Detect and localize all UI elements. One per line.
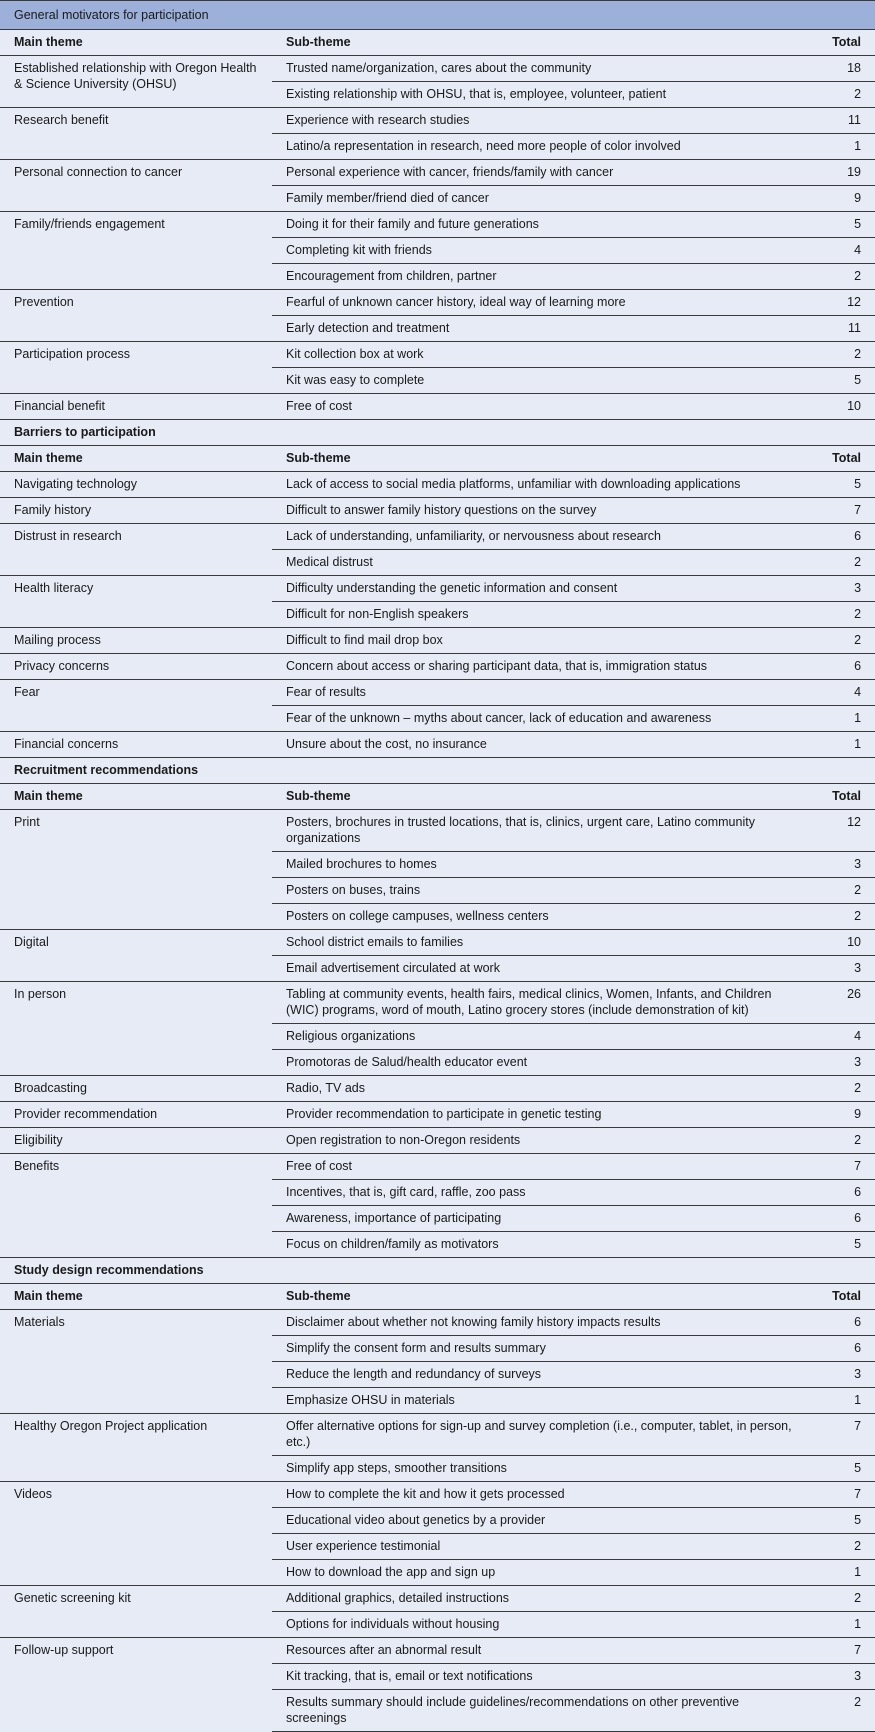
main-theme-cell: Navigating technology — [14, 477, 137, 491]
total-cell: 1 — [810, 1560, 875, 1586]
section-heading-row — [0, 1258, 875, 1284]
table-row — [0, 56, 875, 82]
main-theme-cell: Genetic screening kit — [0, 1586, 272, 1638]
main-theme-cell: Health literacy — [0, 576, 272, 628]
table-row — [0, 394, 875, 420]
total-cell: 11 — [810, 316, 875, 342]
main-theme-header: Main theme — [0, 784, 272, 810]
total-cell: 1 — [810, 1612, 875, 1638]
sub-theme-cell: Unsure about the cost, no insurance — [272, 732, 810, 758]
sub-theme-cell: How to complete the kit and how it gets processed — [272, 1482, 810, 1508]
main-theme-cell: Materials — [14, 1315, 65, 1329]
table-row — [0, 1128, 875, 1154]
total-cell: 2 — [810, 1534, 875, 1560]
table-row — [0, 524, 875, 550]
sub-theme-cell: Reduce the length and redundancy of surveys — [272, 1362, 810, 1388]
main-theme-cell: Financial benefit — [0, 394, 272, 420]
sub-theme-cell: Provider recommendation to participate in genetic testing — [272, 1102, 810, 1128]
total-cell: 7 — [810, 1154, 875, 1180]
total-cell: 4 — [810, 1024, 875, 1050]
main-theme-cell: Financial concerns — [0, 732, 272, 758]
sub-theme-cell: Lack of access to social media platforms, unfamiliar with downloading applications — [286, 477, 741, 491]
sub-theme-cell: Fear of the unknown – myths about cancer, lack of education and awareness — [272, 706, 810, 732]
sub-theme-cell: Difficult for non-English speakers — [272, 602, 810, 628]
section-heading: Recruitment recommendations — [0, 758, 875, 784]
total-cell: 6 — [810, 654, 875, 680]
sub-theme-cell: Incentives, that is, gift card, raffle, zoo pass — [272, 1180, 810, 1206]
main-theme-cell: Established relationship with Oregon Health & Science University (OHSU) — [14, 61, 257, 91]
table-row — [0, 472, 875, 498]
sub-theme-cell: Kit collection box at work — [272, 342, 810, 368]
main-theme-cell: Healthy Oregon Project application — [0, 1414, 272, 1482]
total-cell: 5 — [810, 368, 875, 394]
total-cell: 3 — [810, 1362, 875, 1388]
sub-theme-cell: Simplify the consent form and results summary — [272, 1336, 810, 1362]
table-row — [0, 212, 875, 238]
sub-theme-cell: Lack of understanding, unfamiliarity, or nervousness about research — [272, 524, 810, 550]
table-row — [0, 1638, 875, 1664]
main-theme-cell: Fear — [0, 680, 272, 732]
table-row — [0, 1102, 875, 1128]
total-cell: 6 — [810, 1180, 875, 1206]
total-cell: 5 — [810, 212, 875, 238]
table-row — [0, 1482, 875, 1508]
total-cell: 2 — [810, 264, 875, 290]
sub-theme-cell: Tabling at community events, health fairs, medical clinics, Women, Infants, and Children (WIC) programs, word of mouth, Latino grocery stores (include demonstration of kit) — [272, 982, 810, 1024]
total-cell: 2 — [810, 628, 875, 654]
total-cell: 26 — [810, 982, 875, 1024]
table-row — [0, 654, 875, 680]
main-theme-cell: Provider recommendation — [0, 1102, 272, 1128]
total-cell: 6 — [810, 1336, 875, 1362]
main-theme-cell: Digital — [0, 930, 272, 982]
column-header-row — [0, 784, 875, 810]
total-header: Total — [810, 784, 875, 810]
table-row — [0, 982, 875, 1024]
total-cell: 19 — [810, 160, 875, 186]
table-row — [0, 810, 875, 852]
total-cell: 3 — [810, 1050, 875, 1076]
sub-theme-cell: Open registration to non-Oregon residents — [272, 1128, 810, 1154]
main-theme-header: Main theme — [0, 30, 272, 56]
section-heading-row — [0, 420, 875, 446]
table-row — [0, 1586, 875, 1612]
sub-theme-cell: Resources after an abnormal result — [272, 1638, 810, 1664]
total-cell: 7 — [810, 1414, 875, 1456]
section-heading: Study design recommendations — [0, 1258, 875, 1284]
main-theme-cell: Family history — [0, 498, 272, 524]
sub-theme-cell: Awareness, importance of participating — [272, 1206, 810, 1232]
sub-theme-cell: User experience testimonial — [272, 1534, 810, 1560]
table-row — [0, 290, 875, 316]
total-cell: 1 — [810, 706, 875, 732]
sub-theme-cell: Trusted name/organization, cares about the community — [286, 61, 592, 75]
table-title-row — [0, 1, 875, 30]
total-cell: 1 — [810, 732, 875, 758]
total-cell: 4 — [810, 238, 875, 264]
total-cell: 7 — [810, 1482, 875, 1508]
main-theme-cell: Eligibility — [0, 1128, 272, 1154]
sub-theme-cell: Latino/a representation in research, need more people of color involved — [272, 134, 810, 160]
total-cell: 11 — [810, 108, 875, 134]
sub-theme-cell: Educational video about genetics by a provider — [272, 1508, 810, 1534]
sub-theme-cell: Posters, brochures in trusted locations, that is, clinics, urgent care, Latino community organizations — [286, 815, 755, 845]
sub-theme-cell: Posters on buses, trains — [272, 878, 810, 904]
total-cell: 1 — [810, 134, 875, 160]
main-theme-header: Main theme — [0, 1284, 272, 1310]
total-cell: 2 — [810, 1076, 875, 1102]
table-row — [0, 498, 875, 524]
total-cell: 2 — [810, 878, 875, 904]
sub-theme-cell: Free of cost — [272, 1154, 810, 1180]
column-header-row — [0, 1284, 875, 1310]
main-theme-cell: Privacy concerns — [0, 654, 272, 680]
sub-theme-cell: Simplify app steps, smoother transitions — [272, 1456, 810, 1482]
sub-theme-cell: Fear of results — [272, 680, 810, 706]
sub-theme-header: Sub-theme — [272, 446, 810, 472]
total-cell: 2 — [810, 1690, 875, 1732]
sub-theme-header: Sub-theme — [272, 1284, 810, 1310]
table-row — [0, 1414, 875, 1456]
table-row — [0, 930, 875, 956]
total-header: Total — [810, 30, 875, 56]
total-cell: 3 — [810, 576, 875, 602]
total-cell: 9 — [810, 1102, 875, 1128]
column-header-row — [0, 30, 875, 56]
total-cell: 7 — [810, 1638, 875, 1664]
column-header-row — [0, 446, 875, 472]
section-heading-row — [0, 758, 875, 784]
sub-theme-cell: Mailed brochures to homes — [272, 852, 810, 878]
total-cell: 5 — [810, 1508, 875, 1534]
total-cell: 2 — [810, 1128, 875, 1154]
main-theme-cell: Benefits — [0, 1154, 272, 1258]
main-theme-cell: Broadcasting — [0, 1076, 272, 1102]
total-cell: 9 — [810, 186, 875, 212]
main-theme-cell: Follow-up support — [0, 1638, 272, 1732]
table-row — [0, 576, 875, 602]
main-theme-cell: Family/friends engagement — [0, 212, 272, 290]
total-cell: 10 — [810, 930, 875, 956]
total-cell: 2 — [810, 602, 875, 628]
sub-theme-header: Sub-theme — [272, 30, 810, 56]
sub-theme-cell: Encouragement from children, partner — [272, 264, 810, 290]
main-theme-cell: Distrust in research — [0, 524, 272, 576]
sub-theme-cell: Family member/friend died of cancer — [272, 186, 810, 212]
sub-theme-cell: Free of cost — [272, 394, 810, 420]
total-cell: 5 — [810, 1456, 875, 1482]
table-row — [0, 628, 875, 654]
main-theme-cell: Videos — [0, 1482, 272, 1586]
table-row — [0, 160, 875, 186]
table-row — [0, 732, 875, 758]
total-cell: 6 — [854, 1315, 862, 1329]
sub-theme-cell: How to download the app and sign up — [272, 1560, 810, 1586]
total-cell: 2 — [810, 82, 875, 108]
main-theme-cell: Participation process — [0, 342, 272, 394]
sub-theme-cell: Kit tracking, that is, email or text notifications — [272, 1664, 810, 1690]
sub-theme-cell: Experience with research studies — [272, 108, 810, 134]
sub-theme-cell: School district emails to families — [272, 930, 810, 956]
total-cell: 4 — [810, 680, 875, 706]
sub-theme-cell: Difficult to find mail drop box — [272, 628, 810, 654]
sub-theme-cell: Existing relationship with OHSU, that is, employee, volunteer, patient — [272, 82, 810, 108]
sub-theme-cell: Emphasize OHSU in materials — [272, 1388, 810, 1414]
main-theme-cell: Print — [14, 815, 40, 829]
sub-theme-cell: Fearful of unknown cancer history, ideal way of learning more — [272, 290, 810, 316]
table-row — [0, 108, 875, 134]
main-theme-cell: Prevention — [0, 290, 272, 342]
sub-theme-cell: Options for individuals without housing — [272, 1612, 810, 1638]
total-cell: 3 — [810, 1664, 875, 1690]
sub-theme-cell: Personal experience with cancer, friends/family with cancer — [272, 160, 810, 186]
total-header: Total — [810, 1284, 875, 1310]
main-theme-cell: In person — [0, 982, 272, 1076]
sub-theme-cell: Doing it for their family and future generations — [272, 212, 810, 238]
main-theme-cell: Mailing process — [0, 628, 272, 654]
total-cell: 10 — [810, 394, 875, 420]
total-cell: 6 — [810, 524, 875, 550]
total-cell: 18 — [847, 61, 862, 75]
total-cell: 6 — [810, 1206, 875, 1232]
sub-theme-cell: Radio, TV ads — [272, 1076, 810, 1102]
sub-theme-cell: Completing kit with friends — [272, 238, 810, 264]
sub-theme-cell: Disclaimer about whether not knowing family history impacts results — [286, 1315, 661, 1329]
main-theme-cell: Personal connection to cancer — [0, 160, 272, 212]
sub-theme-cell: Offer alternative options for sign-up and survey completion (i.e., computer, tablet, in person, etc.) — [272, 1414, 810, 1456]
total-cell: 3 — [810, 852, 875, 878]
sub-theme-cell: Email advertisement circulated at work — [272, 956, 810, 982]
sub-theme-cell: Posters on college campuses, wellness centers — [272, 904, 810, 930]
table-row — [0, 1310, 875, 1336]
main-theme-header: Main theme — [0, 446, 272, 472]
total-cell: 12 — [810, 290, 875, 316]
total-cell: 2 — [810, 1586, 875, 1612]
total-cell: 2 — [810, 342, 875, 368]
table-row — [0, 1076, 875, 1102]
total-cell: 5 — [810, 1232, 875, 1258]
sub-theme-cell: Religious organizations — [272, 1024, 810, 1050]
table-row — [0, 342, 875, 368]
total-cell: 7 — [810, 498, 875, 524]
sub-theme-cell: Difficult to answer family history questions on the survey — [272, 498, 810, 524]
total-cell: 1 — [810, 1388, 875, 1414]
table-title: General motivators for participation — [0, 1, 875, 30]
sub-theme-cell: Early detection and treatment — [272, 316, 810, 342]
table-row — [0, 1154, 875, 1180]
total-cell: 12 — [847, 815, 862, 829]
sub-theme-cell: Difficulty understanding the genetic information and consent — [272, 576, 810, 602]
total-cell: 5 — [854, 477, 862, 491]
total-cell: 2 — [810, 550, 875, 576]
themes-table-body — [0, 1, 875, 1732]
total-header: Total — [810, 446, 875, 472]
sub-theme-cell: Kit was easy to complete — [272, 368, 810, 394]
sub-theme-cell: Promotoras de Salud/health educator event — [272, 1050, 810, 1076]
sub-theme-cell: Results summary should include guidelines/recommendations on other preventive screenings — [272, 1690, 810, 1732]
total-cell: 3 — [810, 956, 875, 982]
sub-theme-cell: Concern about access or sharing participant data, that is, immigration status — [272, 654, 810, 680]
total-cell: 2 — [810, 904, 875, 930]
sub-theme-cell: Additional graphics, detailed instructions — [272, 1586, 810, 1612]
sub-theme-cell: Focus on children/family as motivators — [272, 1232, 810, 1258]
sub-theme-cell: Medical distrust — [272, 550, 810, 576]
main-theme-cell: Research benefit — [0, 108, 272, 160]
section-heading: Barriers to participation — [0, 420, 875, 446]
table-row — [0, 680, 875, 706]
sub-theme-header: Sub-theme — [272, 784, 810, 810]
